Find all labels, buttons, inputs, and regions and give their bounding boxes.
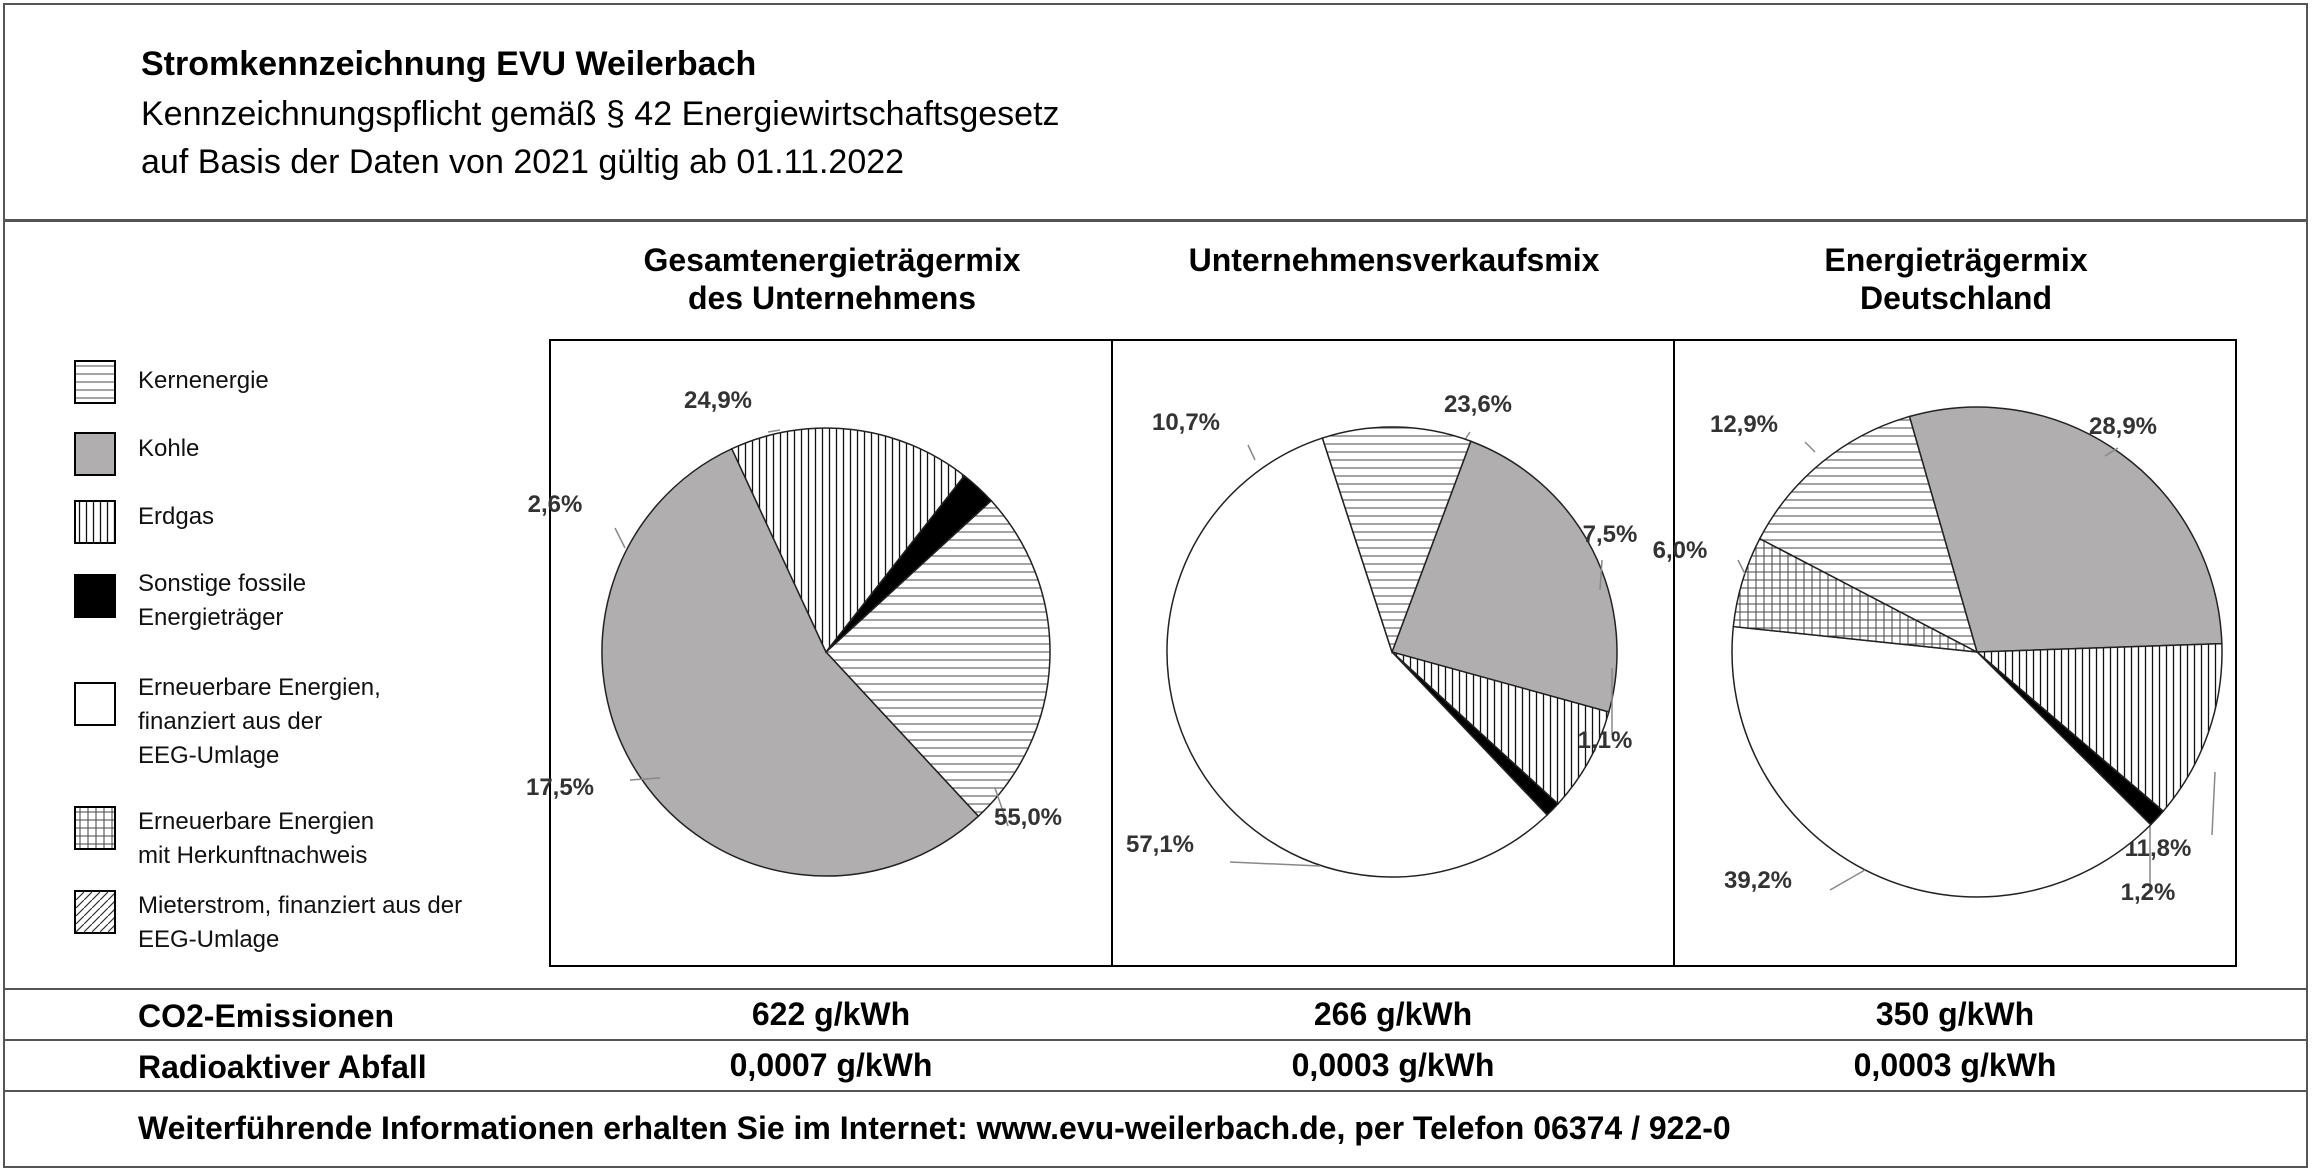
pie-3-label-fossil: 1,2% bbox=[2120, 879, 2176, 906]
pie-3-label-kohle: 28,9% bbox=[2088, 413, 2158, 440]
page-title: Stromkennzeichnung EVU Weilerbach bbox=[141, 45, 757, 83]
legend-label-kern: Kernenergie bbox=[138, 367, 269, 394]
pie-3-label-kern: 12,9% bbox=[1709, 411, 1779, 438]
pie-3-label-erdgas: 11,8% bbox=[2124, 835, 2192, 862]
legend-label-mieter: Mieterstrom, finanziert aus der EEG-Umlage bbox=[138, 892, 463, 953]
footer-info: Weiterführende Informationen erhalten Sie im Internet: www.evu-weilerbach.de, per Telefon 06374 / 922-0 bbox=[138, 1110, 1731, 1146]
pie-1-label-erdgas: 17,5% bbox=[525, 774, 595, 801]
radio-label: Radioaktiver Abfall bbox=[138, 1049, 427, 1085]
pie-3-leader-erdgas bbox=[2212, 772, 2215, 835]
pie-3-leader-kern bbox=[1805, 442, 1815, 452]
divider-footer bbox=[3, 1090, 2308, 1092]
pie-1-label-kohle: 55,0% bbox=[993, 804, 1063, 831]
pie-2-label-fossil: 1,1% bbox=[1577, 727, 1633, 754]
co2-value-2: 266 g/kWh bbox=[1313, 996, 1473, 1032]
pie-1-leader-kern bbox=[768, 430, 780, 432]
chart-title-3: Energieträgermix Deutschland bbox=[1824, 242, 2088, 316]
pie-2-leader-kern bbox=[1248, 445, 1255, 460]
chart-title-2: Unternehmensverkaufsmix bbox=[1188, 242, 1600, 278]
pie-2-label-kern: 10,7% bbox=[1151, 409, 1221, 436]
co2-value-3: 350 g/kWh bbox=[1875, 996, 2035, 1032]
chart-title-1: Gesamtenergieträgermix des Unternehmens bbox=[643, 242, 1021, 316]
radio-value-3: 0,0003 g/kWh bbox=[1853, 1047, 2057, 1083]
legend-label-hkn: Erneuerbare Energien mit Herkunftnachweis bbox=[138, 808, 375, 869]
pie-1-label-fossil: 2,6% bbox=[527, 491, 583, 518]
radio-value-2: 0,0003 g/kWh bbox=[1291, 1047, 1495, 1083]
divider-radio bbox=[3, 1039, 2308, 1041]
co2-label: CO2-Emissionen bbox=[138, 998, 395, 1034]
co2-value-1: 622 g/kWh bbox=[751, 996, 911, 1032]
legend-label-eeg: Erneuerbare Energien, finanziert aus der EEG-Umlage bbox=[138, 674, 381, 769]
page-subtitle-2: auf Basis der Daten von 2021 gültig ab 01.11.2022 bbox=[141, 143, 905, 181]
pie-2-leader-eeg bbox=[1230, 862, 1320, 866]
pie-2-label-erdgas: 7,5% bbox=[1582, 521, 1638, 548]
legend-label-kohle: Kohle bbox=[138, 435, 200, 462]
legend-label-erdgas: Erdgas bbox=[138, 503, 215, 530]
page-subtitle-1: Kennzeichnungspflicht gemäß § 42 Energiewirtschaftsgesetz bbox=[141, 95, 1060, 133]
legend-label-fossil: Sonstige fossile Energieträger bbox=[138, 570, 307, 631]
pie-1-leader-fossil bbox=[615, 528, 625, 548]
divider-co2 bbox=[3, 988, 2308, 990]
pie-3-leader-eeg bbox=[1830, 870, 1865, 890]
pie-3-label-eeg: 39,2% bbox=[1723, 867, 1793, 894]
pie-3-label-hkn: 6,0% bbox=[1652, 537, 1708, 564]
pie-2-label-kohle: 23,6% bbox=[1443, 391, 1513, 418]
radio-value-1: 0,0007 g/kWh bbox=[729, 1047, 933, 1083]
pie-3-leader-hkn bbox=[1738, 560, 1745, 574]
pie-2-label-eeg: 57,1% bbox=[1125, 831, 1195, 858]
pie-1-label-kern: 24,9% bbox=[683, 387, 753, 414]
